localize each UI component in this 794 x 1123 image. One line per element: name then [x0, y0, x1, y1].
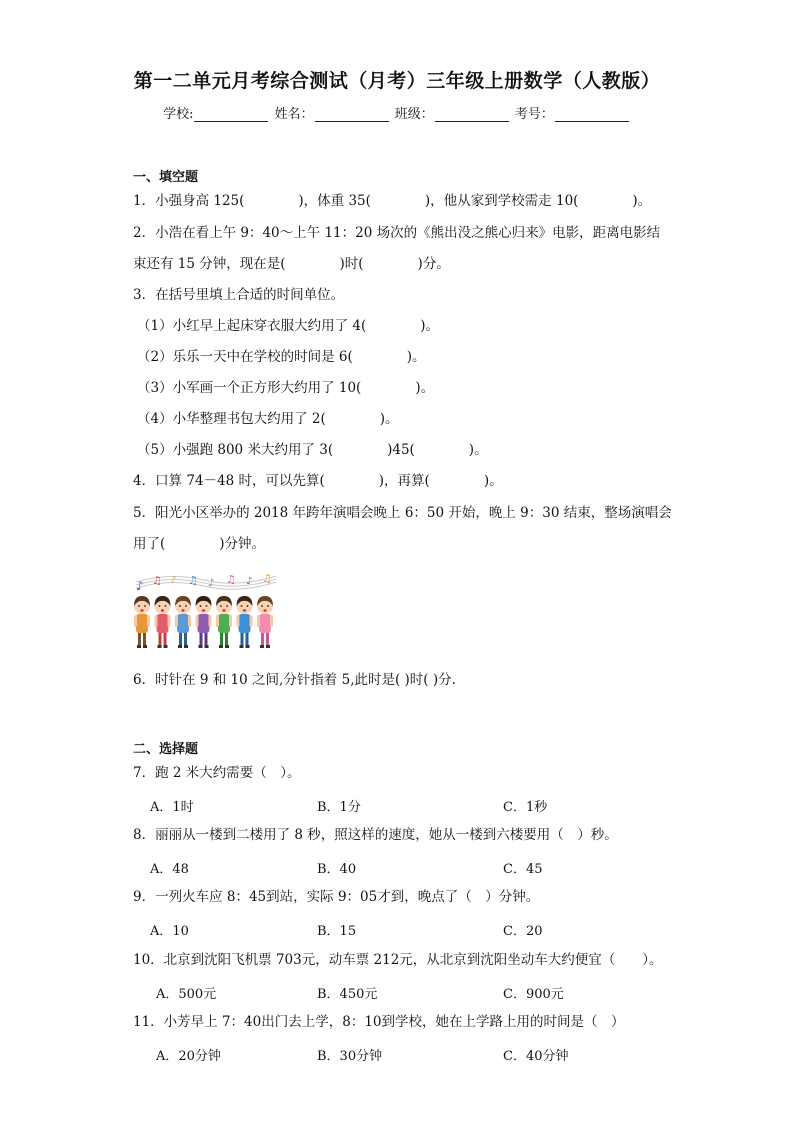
class-blank[interactable]	[435, 109, 509, 122]
q11-option-a[interactable]: A．20分钟	[156, 1049, 221, 1064]
question-2-line-2: 束还有 15 分钟，现在是( )时( )分。	[133, 256, 450, 272]
q8-option-c[interactable]: C．45	[503, 862, 543, 877]
question-3: 3．在括号里填上合适的时间单位。	[133, 287, 345, 303]
children-group	[134, 596, 273, 648]
q10-option-c[interactable]: C．900元	[503, 987, 564, 1002]
q9-option-b[interactable]: B．15	[317, 924, 357, 939]
svg-text:♫: ♫	[226, 573, 236, 586]
question-2-line-1: 2．小浩在看上午 9：40～上午 11：20 场次的《熊出没之熊心归来》电影，距离电影结	[133, 225, 661, 241]
question-3-1: （1）小红早上起床穿衣服大约用了 4( )。	[137, 318, 440, 334]
question-3-2: （2）乐乐一天中在学校的时间是 6( )。	[137, 349, 426, 365]
svg-text:♪: ♪	[208, 578, 215, 589]
question-8: 8．丽丽从一楼到二楼用了 8 秒，照这样的速度，她从一楼到六楼要用（ ）秒。	[133, 827, 618, 843]
q7-option-c[interactable]: C．1秒	[503, 800, 548, 815]
student-info-row	[0, 103, 794, 122]
q11-option-c[interactable]: C．40分钟	[503, 1049, 569, 1064]
question-3-5: （5）小强跑 800 米大约用了 3( )45( )。	[137, 442, 488, 458]
q8-option-a[interactable]: A．48	[150, 862, 189, 877]
question-3-4: （4）小华整理书包大约用了 2( )。	[137, 411, 399, 427]
child-figure	[134, 596, 150, 648]
name-label: 姓名：	[274, 107, 314, 122]
child-figure	[257, 596, 273, 648]
q7-option-b[interactable]: B．1分	[317, 800, 361, 815]
svg-text:♫: ♫	[262, 572, 272, 585]
svg-text:♪: ♪	[136, 579, 144, 593]
child-figure	[216, 596, 232, 648]
section-heading-multiple-choice: 二、选择题	[133, 742, 199, 757]
question-7: 7．跑 2 米大约需要（ ）。	[133, 765, 301, 781]
question-5-line-1: 5．阳光小区举办的 2018 年跨年演唱会晚上 6：50 开始，晚上 9：30 结束，整场演唱会	[133, 505, 672, 521]
q7-option-a[interactable]: A．1时	[150, 800, 194, 815]
question-4: 4．口算 74－48 时，可以先算( )，再算( )。	[133, 473, 503, 489]
svg-text:♪: ♪	[246, 576, 253, 587]
q10-option-a[interactable]: A．500元	[156, 987, 217, 1002]
child-figure	[155, 596, 171, 648]
question-11: 11．小芳早上 7：40出门去上学，8：10到学校，她在上学路上用的时间是（ ）	[133, 1014, 625, 1030]
name-blank[interactable]	[315, 109, 389, 122]
svg-text:♪: ♪	[170, 575, 177, 586]
class-label: 班级：	[394, 107, 434, 122]
question-5-line-2: 用了( )分钟。	[133, 536, 266, 552]
school-label: 学校:	[163, 107, 194, 122]
q11-option-b[interactable]: B．30分钟	[317, 1049, 383, 1064]
q9-option-a[interactable]: A．10	[150, 924, 189, 939]
section-heading-fill-blank: 一、填空题	[133, 170, 199, 185]
question-9: 9．一列火车应 8：45到站，实际 9：05才到，晚点了（ ）分钟。	[133, 889, 540, 905]
svg-text:♫: ♫	[152, 574, 162, 587]
svg-text:♫: ♫	[188, 574, 198, 587]
question-10: 10．北京到沈阳飞机票 703元，动车票 212元，从北京到沈阳坐动车大约便宜（ ）。	[133, 952, 663, 968]
music-notes-icon	[136, 572, 276, 593]
q9-option-c[interactable]: C．20	[503, 924, 543, 939]
child-figure	[196, 596, 212, 648]
children-singing-illustration	[130, 570, 278, 652]
question-6: 6．时针在 9 和 10 之间,分针指着 5,此时是( )时( )分.	[133, 672, 456, 688]
question-1: 1．小强身高 125( )，体重 35( )，他从家到学校需走 10( )。	[133, 193, 652, 209]
q8-option-b[interactable]: B．40	[317, 862, 357, 877]
child-figure	[237, 596, 253, 648]
exam-no-blank[interactable]	[555, 109, 629, 122]
school-blank[interactable]	[194, 109, 268, 122]
page-title: 第一二单元月考综合测试（月考）三年级上册数学（人教版）	[133, 70, 661, 92]
q10-option-b[interactable]: B．450元	[317, 987, 378, 1002]
question-3-3: （3）小军画一个正方形大约用了 10( )。	[137, 380, 435, 396]
exam-no-label: 考号：	[514, 107, 554, 122]
child-figure	[175, 596, 191, 648]
